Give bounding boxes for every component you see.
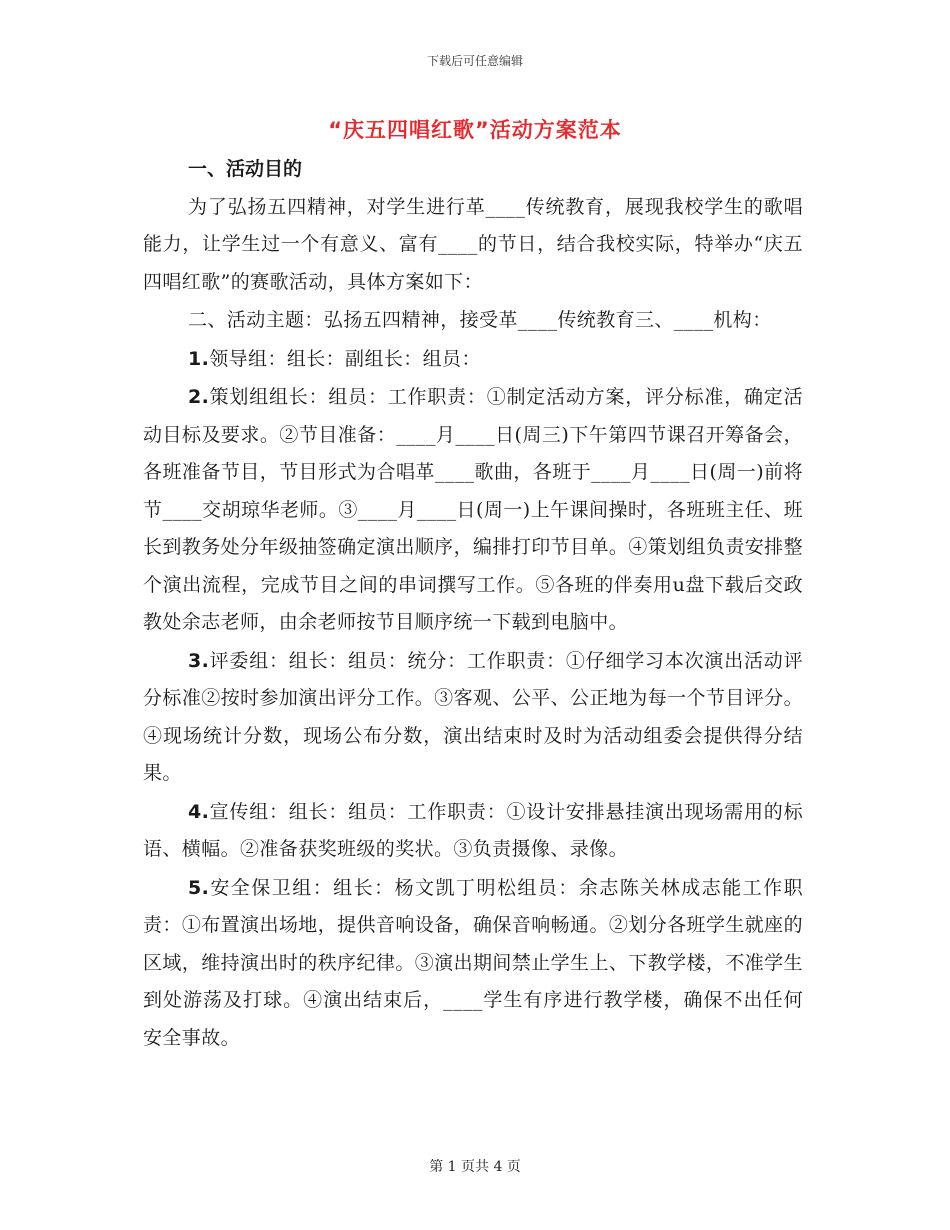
item-4-number: 4.	[188, 800, 210, 823]
item-4-paragraph	[143, 794, 803, 869]
document-body	[143, 151, 803, 1057]
section-heading-goal: 一、活动目的	[188, 158, 303, 180]
item-4-text: 宣传组：组长：组员：工作职责：①设计安排悬挂演出现场需用的标语、横幅。②准备获奖班级的奖状。③负责摄像、录像。	[143, 800, 803, 860]
item-5-text: 安全保卫组：组长：杨文凯丁明松组员：余志陈关林成志能工作职责：①布置演出场地，提供音响设备，确保音响畅通。②划分各班学生就座的区域，维持演出时的秩序纪律。③演出期间禁止学生上、下教学楼，不准学生到处游荡及打球。④演出结束后，____学生有序进行教学楼，确保不出任何安全事故。	[143, 876, 803, 1049]
item-5-paragraph	[143, 870, 803, 1058]
item-3-text: 评委组：组长：组员：统分：工作职责：①仔细学习本次演出活动评分标准②按时参加演出评分工作。③客观、公平、公正地为每一个节目评分。④现场统计分数，现场公布分数，演出结束时及时为活动组委会提供得分结果。	[143, 649, 803, 784]
item-3-paragraph	[143, 643, 803, 793]
item-3-number: 3.	[188, 649, 210, 672]
page-header: 下载后可任意编辑	[426, 54, 523, 68]
goal-paragraph: 为了弘扬五四精神，对学生进行革____传统教育，展现我校学生的歌唱能力，让学生过一个有意义、富有____的节日，结合我校实际，特举办“庆五四唱红歌”的赛歌活动，具体方案如下：	[143, 195, 803, 293]
item-2-text: 策划组组长：组员：工作职责：①制定活动方案，评分标准，确定活动目标及要求。②节目准备：____月____日(周三)下午第四节课召开筹备会，各班准备节目，节目形式为合唱革____歌曲，各班于____月____日(周一)前将节____交胡琼华老师。③____月____日(周一)上午课间操时，各班班主任、班长到教务处分年级抽签确定演出顺序，编排打印节目单。④策划组负责安排整个演出流程，完成节目之间的串词撰写工作。⑤各班的伴奏用u盘下载后交政教处余志老师，由余老师按节目顺序统一下载到电脑中。	[143, 386, 803, 633]
theme-paragraph: 二、活动主题：弘扬五四精神，接受革____传统教育三、____机构：	[188, 309, 772, 331]
item-2-number: 2.	[188, 386, 210, 408]
item-1-number: 1.	[188, 347, 210, 370]
page-footer: 第 1 页共 4 页	[429, 1159, 521, 1175]
document-title: “庆五四唱红歌”活动方案范本	[328, 118, 622, 142]
item-1-text: 领导组：组长：副组长：组员：	[209, 347, 481, 370]
item-2-paragraph	[143, 379, 803, 642]
item-1-paragraph	[143, 341, 803, 379]
item-5-number: 5.	[188, 876, 210, 899]
